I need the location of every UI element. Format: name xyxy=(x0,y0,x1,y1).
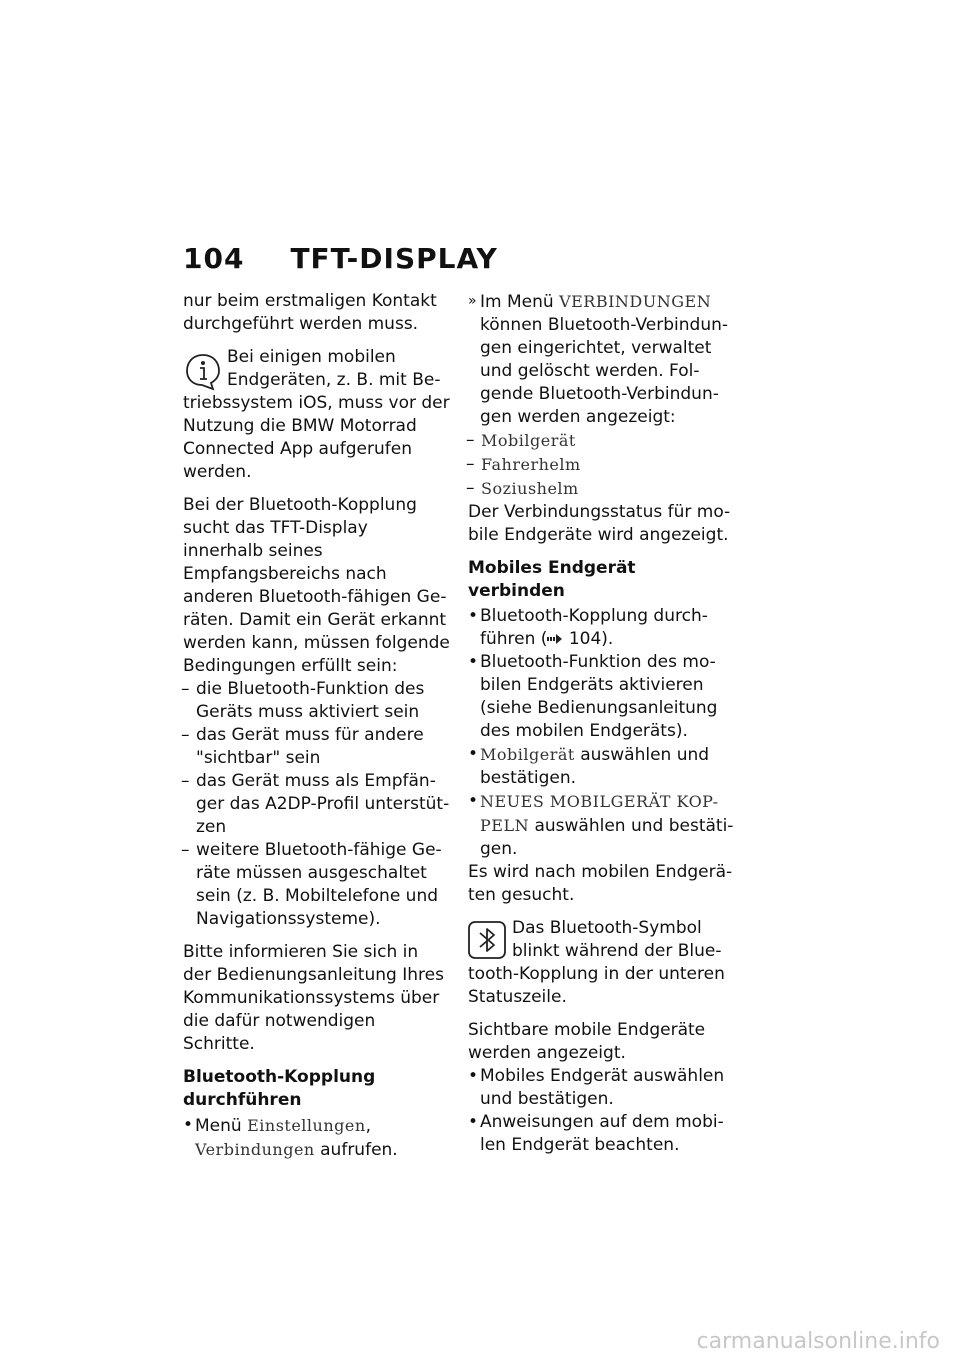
page-title: TFT-DISPLAY xyxy=(290,242,498,275)
list-item: • Mobilgerät auswählen und bestätigen. xyxy=(468,744,710,788)
list-item: – das Gerät muss für andere "sichtbar" sein xyxy=(181,725,424,768)
paragraph-pairing: Bei der Bluetooth-Kopplung sucht das TFT-Display innerhalb seines Empfangsbereichs nach anderen Bluetooth-fähigen Ge-räten. Damit ein Gerät erkannt werden kann, müssen folgende Bedingungen erfüllt sein: xyxy=(183,495,450,676)
paragraph-search: Es wird nach mobilen Endgerä-ten gesucht. xyxy=(468,862,733,905)
list-item: – Mobilgerät xyxy=(466,430,576,450)
result-arrow-icon: » xyxy=(468,293,477,309)
connect-steps xyxy=(468,605,736,861)
page-number: 104 xyxy=(183,242,245,275)
paragraph-status: Der Verbindungsstatus für mo-bile Endgeräte wird angezeigt. xyxy=(468,502,731,545)
right-column xyxy=(468,290,736,1167)
result-step: » Im Menü VERBINDUNGEN können Bluetooth-Verbindun-gen eingerichtet, verwaltet und gelöscht werden. Fol-gende Bluetooth-Verbindun-gen werden angezeigt: xyxy=(468,292,729,427)
list-item: • Menü Einstellungen, Verbindungen aufrufen. xyxy=(183,1115,398,1160)
list-item: • Anweisungen auf dem mobi-len Endgerät beachten. xyxy=(468,1112,724,1155)
connections-list xyxy=(468,429,736,501)
list-item: – die Bluetooth-Funktion des Geräts muss aktiviert sein xyxy=(181,679,425,722)
paragraph-visible: Sichtbare mobile Endgeräte werden angezeigt. xyxy=(468,1020,706,1063)
list-item: • Bluetooth-Funktion des mo-bilen Endgeräts aktivieren (siehe Bedienungsanleitung des mobilen Endgeräts). xyxy=(468,652,718,741)
list-item: • NEUES MOBILGERÄT KOP-PELN auswählen und bestäti-gen. xyxy=(468,791,734,859)
section-heading-connect: Mobiles Endgerät verbinden xyxy=(468,558,636,601)
conditions-list xyxy=(183,678,451,931)
list-item: – das Gerät muss als Empfän-ger das A2DP-Profil unterstüt-zen xyxy=(181,771,450,837)
left-column xyxy=(183,290,451,1172)
list-item: – Soziushelm xyxy=(466,478,579,498)
bluetooth-icon xyxy=(468,921,506,959)
pairing-steps xyxy=(183,1114,451,1162)
bluetooth-note xyxy=(468,917,736,1009)
watermark: carmanualsonline.info xyxy=(696,1329,940,1354)
final-steps xyxy=(468,1065,736,1157)
info-icon xyxy=(183,352,223,392)
section-heading-pairing: Bluetooth-Kopplung durchführen xyxy=(183,1067,376,1110)
note-text: Das Bluetooth-Symbol blinkt während der Blue-tooth-Kopplung in der unteren Statuszeile. xyxy=(468,918,725,1007)
list-item: – Fahrerhelm xyxy=(466,454,581,474)
list-item: – weitere Bluetooth-fähige Ge-räte müssen ausgeschaltet sein (z. B. Mobiltelefone und Navigationssysteme). xyxy=(181,840,442,929)
info-note xyxy=(183,346,451,484)
list-item: • Mobiles Endgerät auswählen und bestätigen. xyxy=(468,1066,725,1109)
page-reference-icon xyxy=(547,633,563,645)
paragraph-contact: nur beim erstmaligen Kontakt durchgeführt werden muss. xyxy=(183,291,437,334)
note-text: Bei einigen mobilen Endgeräten, z. B. mit Be-triebssystem iOS, muss vor der Nutzung die BMW Motorrad Connected App aufgerufen werden. xyxy=(183,347,450,482)
list-item: • Bluetooth-Kopplung durch-führen ( 104). xyxy=(468,606,708,649)
paragraph-manual: Bitte informieren Sie sich in der Bedienungsanleitung Ihres Kommunikationssystems über die dafür notwendigen Schritte. xyxy=(183,942,444,1054)
page-header xyxy=(183,242,498,278)
